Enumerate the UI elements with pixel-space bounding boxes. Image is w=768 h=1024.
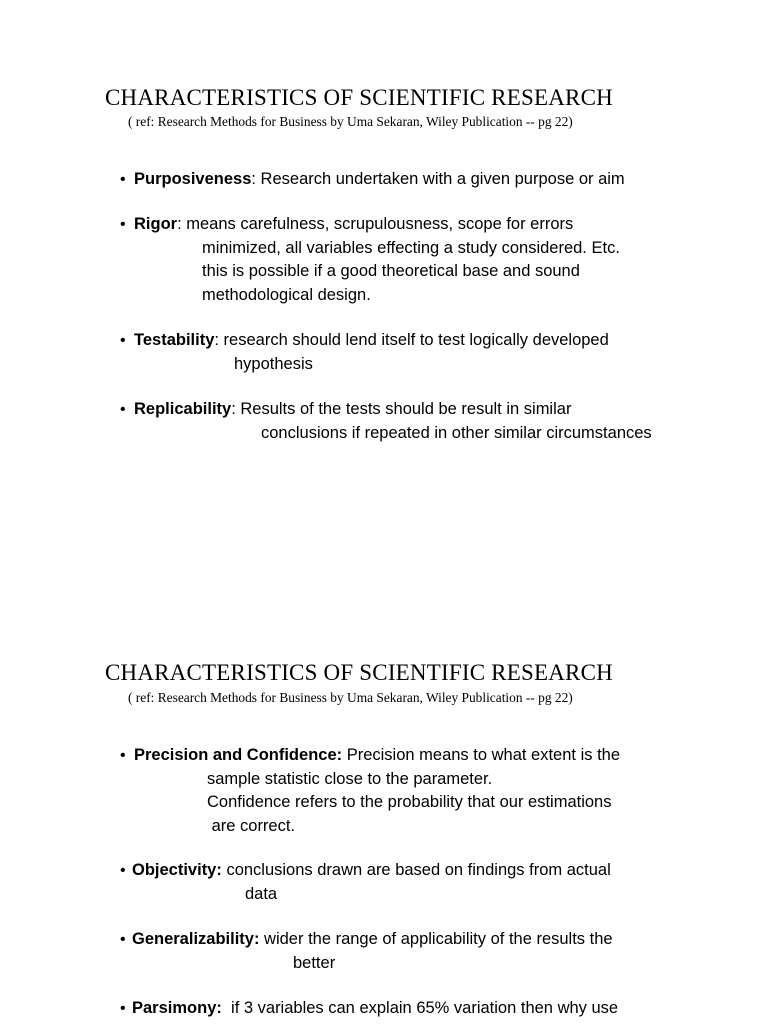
bullet-item-generalizability: [120, 928, 613, 975]
bullet-item-objectivity: [120, 859, 611, 906]
bullet-continuation-line: hypothesis: [234, 354, 313, 373]
bullet-term: Rigor: [134, 215, 178, 233]
bullet-marker: •: [120, 1000, 126, 1017]
bullet-marker: •: [120, 931, 126, 948]
slide-title: CHARACTERISTICS OF SCIENTIFIC RESEARCH: [105, 85, 613, 110]
bullet-continuation-line: Confidence refers to the probability that our estimations: [207, 793, 612, 811]
bullet-continuation-line: data: [245, 884, 278, 903]
bullet-continuation-line: are correct.: [207, 816, 296, 835]
bullet-text: Precision means to what extent is the: [342, 746, 621, 764]
bullet-item-purposiveness: [120, 168, 625, 192]
bullet-item-parsimony: [120, 997, 618, 1021]
bullet-item-precision-and-confidence: [120, 744, 620, 838]
bullet-text: : research should lend itself to test logically developed: [214, 331, 609, 349]
slide-reference: ( ref: Research Methods for Business by Uma Sekaran, Wiley Publication -- pg 22): [128, 114, 573, 129]
bullet-term: Testability: [134, 331, 215, 349]
bullet-continuation-line: methodological design.: [202, 285, 371, 304]
slide-title: CHARACTERISTICS OF SCIENTIFIC RESEARCH: [105, 660, 613, 685]
slide-reference: ( ref: Research Methods for Business by Uma Sekaran, Wiley Publication -- pg 22): [128, 690, 573, 705]
bullet-text: wider the range of applicability of the results the: [259, 930, 613, 948]
bullet-item-rigor: [120, 213, 620, 307]
bullet-marker: •: [120, 401, 126, 418]
slide-2: [0, 580, 768, 1024]
bullet-text: if 3 variables can explain 65% variation then why use: [221, 999, 619, 1017]
bullet-continuation-line: minimized, all variables effecting a study considered. Etc.: [202, 238, 620, 257]
bullet-term: Replicability: [134, 400, 232, 418]
bullet-text: conclusions drawn are based on findings from actual: [221, 861, 611, 879]
bullet-text: : means carefulness, scrupulousness, scope for errors: [177, 215, 574, 233]
bullet-text: : Results of the tests should be result in similar: [231, 400, 572, 418]
bullet-marker: •: [120, 332, 126, 349]
bullet-term: Objectivity:: [132, 861, 222, 879]
bullet-marker: •: [120, 747, 126, 764]
bullet-marker: •: [120, 862, 126, 879]
bullet-continuation-line: conclusions if repeated in other similar circumstances: [261, 423, 652, 442]
bullet-item-testability: [120, 329, 609, 376]
bullet-term: Purposiveness: [134, 170, 252, 188]
bullet-marker: •: [120, 216, 126, 233]
bullet-term: Precision and Confidence:: [134, 746, 343, 764]
bullet-term: Generalizability:: [132, 930, 260, 948]
bullet-continuation-line: sample statistic close to the parameter.: [207, 769, 493, 788]
bullet-continuation-line: better: [293, 953, 336, 972]
bullet-continuation-line: this is possible if a good theoretical base and sound: [202, 262, 580, 280]
bullet-marker: •: [120, 171, 126, 188]
bullet-text: : Research undertaken with a given purpose or aim: [251, 170, 625, 188]
bullet-item-replicability: [120, 398, 652, 445]
bullet-term: Parsimony:: [132, 999, 222, 1017]
